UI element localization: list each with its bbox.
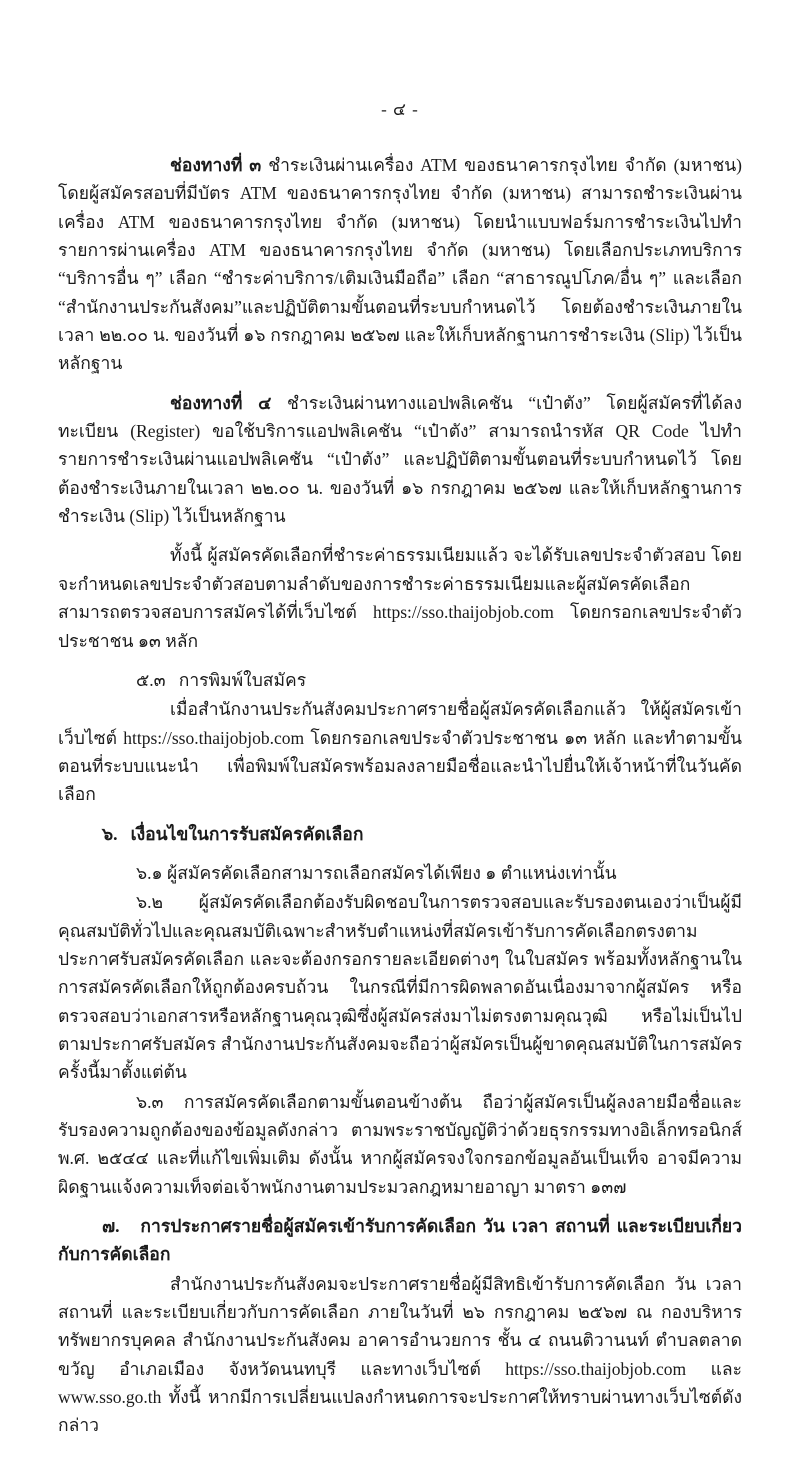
paragraph-section-5-3-body: เมื่อสำนักงานประกันสังคมประกาศรายชื่อผู้สมัครคัดเลือกแล้ว ให้ผู้สมัครเข้าเว็บไซต์ https://sso.thaijobjob.com โดยกรอกเลขประจำตัวประชาชน ๑๓ หลัก และทำตามขั้นตอนที่ระบบแนะนำ เพื่อพิมพ์ใบสมัครพร้อมลงลายมือชื่อและนำไปยื่นให้เจ้าหน้าที่ในวันคัดเลือก — [58, 699, 742, 805]
section-5-3-title: การพิมพ์ใบสมัคร — [178, 669, 307, 690]
section-7-number: ๗. — [102, 1216, 120, 1237]
section-6-title: เงื่อนไขในการรับสมัครคัดเลือก — [130, 823, 364, 844]
section-7-title: การประกาศรายชื่อผู้สมัครเข้ารับการคัดเลือก วัน เวลา สถานที่ และระเบียบเกี่ยวกับการคัดเลือก — [58, 1216, 743, 1265]
channel-4-text: ชำระเงินผ่านทางแอปพลิเคชัน “เป๋าตัง” โดยผู้สมัครที่ได้ลงทะเบียน (Register) ขอใช้บริการแอปพลิเคชัน “เป๋าตัง” สามารถนำรหัส QR Code ไปทำรายการชำระเงินผ่านแอปพลิเคชัน “เป๋าตัง” และปฏิบัติตามขั้นตอนที่ระบบกำหนดไว้ โดยต้องชำระเงินภายในเวลา ๒๒.๐๐ น. ของวันที่ ๑๖ กรกฎาคม ๒๕๖๗ และให้เก็บหลักฐานการชำระเงิน (Slip) ไว้เป็นหลักฐาน — [58, 392, 742, 527]
paragraph-section-7-title — [58, 1212, 742, 1269]
paragraph-section-6-1: ๖.๑ ผู้สมัครคัดเลือกสามารถเลือกสมัครได้เพียง ๑ ตำแหน่งเท่านั้น — [136, 862, 617, 883]
paragraph-channel-4 — [58, 389, 742, 531]
paragraph-fee-note: ทั้งนี้ ผู้สมัครคัดเลือกที่ชำระค่าธรรมเนียมแล้ว จะได้รับเลขประจำตัวสอบ โดยจะกำหนดเลขประจำตัวสอบตามลำดับของการชำระค่าธรรมเนียมและผู้สมัครคัดเลือกสามารถตรวจสอบการสมัครได้ที่เว็บไซต์ https://sso.thaijobjob.com โดยกรอกเลขประจำตัวประชาชน ๑๓ หลัก — [58, 545, 742, 651]
section-6-number: ๖. — [102, 823, 118, 844]
paragraph-section-6-2: ๖.๒ ผู้สมัครคัดเลือกต้องรับผิดชอบในการตรวจสอบและรับรองตนเองว่าเป็นผู้มีคุณสมบัติทั่วไปและคุณสมบัติเฉพาะสำหรับตำแหน่งที่สมัครเข้ารับการคัดเลือกตรงตามประกาศรับสมัครคัดเลือก และจะต้องกรอกรายละเอียดต่างๆ ในใบสมัคร พร้อมทั้งหลักฐานในการสมัครคัดเลือกให้ถูกต้องครบถ้วน ในกรณีที่มีการผิดพลาดอันเนื่องมาจากผู้สมัคร หรือตรวจสอบว่าเอกสารหรือหลักฐานคุณวุฒิซึ่งผู้สมัครส่งมาไม่ตรงตามคุณวุฒิ หรือไม่เป็นไปตามประกาศรับสมัคร สำนักงานประกันสังคมจะถือว่าผู้สมัครเป็นผู้ขาดคุณสมบัติในการสมัครครั้งนี้มาตั้งแต่ต้น — [58, 892, 742, 1083]
page-number: - ๔ - — [381, 100, 419, 119]
section-5-3-number: ๕.๓ — [136, 669, 166, 690]
channel-3-heading: ช่องทางที่ ๓ — [170, 155, 262, 175]
document-body — [58, 151, 742, 1440]
paragraph-section-6-3: ๖.๓ การสมัครคัดเลือกตามขั้นตอนข้างต้น ถือว่าผู้สมัครเป็นผู้ลงลายมือชื่อและรับรองความถูกต้องของข้อมูลดังกล่าว ตามพระราชบัญญัติว่าด้วยธุรกรรมทางอิเล็กทรอนิกส์ พ.ศ. ๒๕๔๔ และที่แก้ไขเพิ่มเติม ดังนั้น หากผู้สมัครจงใจกรอกข้อมูลอันเป็นเท็จ อาจมีความผิดฐานแจ้งความเท็จต่อเจ้าพนักงานตามประมวลกฎหมายอาญา มาตรา ๑๓๗ — [58, 1091, 742, 1197]
paragraph-section-6-title — [58, 820, 742, 848]
paragraph-section-7-body: สำนักงานประกันสังคมจะประกาศรายชื่อผู้มีสิทธิเข้ารับการคัดเลือก วัน เวลา สถานที่ และระเบียบเกี่ยวกับการคัดเลือก ภายในวันที่ ๒๖ กรกฎาคม ๒๕๖๗ ณ กองบริหารทรัพยากรบุคคล สำนักงานประกันสังคม อาคารอำนวยการ ชั้น ๔ ถนนติวานนท์ ตำบลตลาดขวัญ อำเภอเมือง จังหวัดนนทบุรี และทางเว็บไซต์ https://sso.thaijobjob.com และ www.sso.go.th ทั้งนี้ หากมีการเปลี่ยนแปลงกำหนดการจะประกาศให้ทราบผ่านทางเว็บไซต์ดังกล่าว — [58, 1273, 742, 1436]
paragraph-channel-3 — [58, 151, 742, 378]
channel-3-text: ชำระเงินผ่านเครื่อง ATM ของธนาคารกรุงไทย จำกัด (มหาชน) โดยผู้สมัครสอบที่มีบัตร ATM ของธนาคารกรุงไทย จำกัด (มหาชน) สามารถชำระเงินผ่านเครื่อง ATM ของธนาคารกรุงไทย จำกัด (มหาชน) โดยนำแบบฟอร์มการชำระเงินไปทำรายการผ่านเครื่อง ATM ของธนาคารกรุงไทย จำกัด (มหาชน) โดยเลือกประเภทบริการ “บริการอื่น ๆ” เลือก “ชำระค่าบริการ/เติมเงินมือถือ” เลือก “สาธารณูปโภค/อื่น ๆ” และเลือก “สำนักงานประกันสังคม”และปฏิบัติตามขั้นตอนที่ระบบกำหนดไว้ โดยต้องชำระเงินภายในเวลา ๒๒.๐๐ น. ของวันที่ ๑๖ กรกฎาคม ๒๕๖๗ และให้เก็บหลักฐานการชำระเงิน (Slip) ไว้เป็นหลักฐาน — [58, 155, 742, 374]
channel-4-heading: ช่องทางที่ ๔ — [170, 392, 272, 413]
paragraph-section-5-3-title — [58, 666, 742, 694]
